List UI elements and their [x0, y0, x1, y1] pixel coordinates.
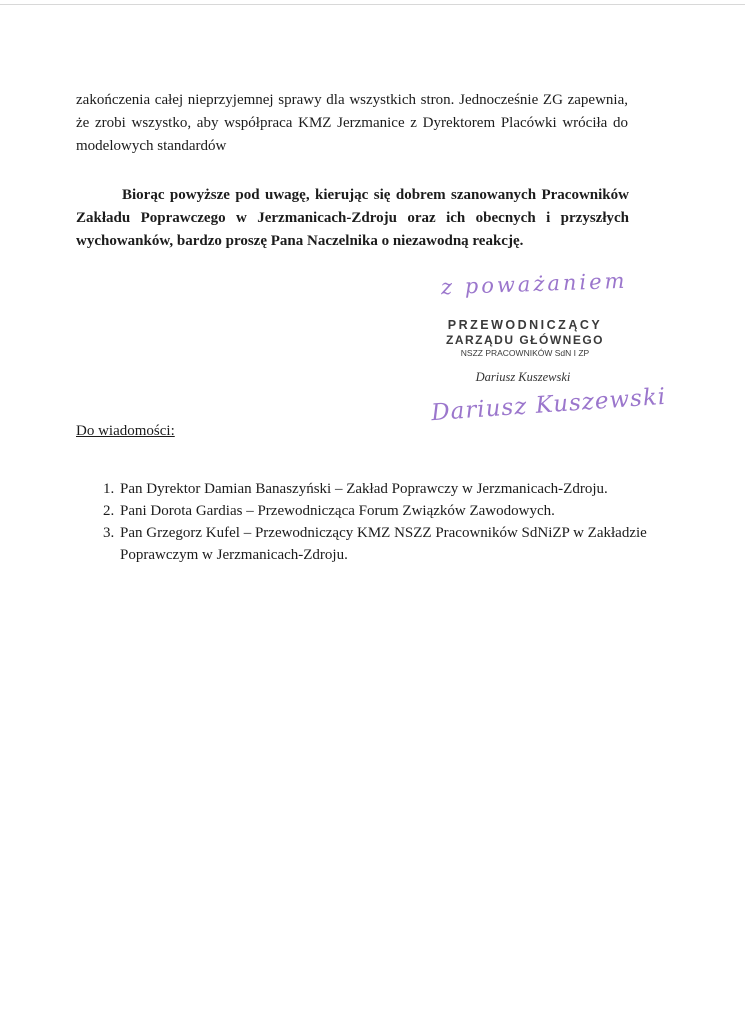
cc-recipient-item: 3. Pan Grzegorz Kufel – Przewodniczący KMZ NSZZ Pracowników SdNiZP w Zakładzie Poprawczym w Jerzmanicach-Zdroju. — [118, 522, 648, 566]
stamp-title: PRZEWODNICZĄCY — [447, 318, 603, 332]
cc-recipient-item: 2. Pani Dorota Gardias – Przewodnicząca Forum Związków Zawodowych. — [118, 500, 648, 522]
chairman-stamp — [430, 318, 620, 359]
handwritten-greeting: z poważaniem — [440, 268, 628, 300]
cc-heading: Do wiadomości: — [76, 423, 175, 439]
signer-name: Dariusz Kuszewski — [475, 370, 571, 384]
body-paragraph-1: zakończenia całej nieprzyjemnej sprawy dla wszystkich stron. Jednocześnie ZG zapewnia, że zrobi wszystko, aby współpraca KMZ Jerzmanice z Dyrektorem Placówki wróciła do modelowych standardów — [76, 92, 628, 154]
cc-recipient-item: 1. Pan Dyrektor Damian Banaszyński – Zakład Poprawczy w Jerzmanicach-Zdroju. — [118, 478, 648, 500]
stamp-board: ZARZĄDU GŁÓWNEGO — [446, 333, 604, 347]
stamp-union: NSZZ PRACOWNIKÓW SdN I ZP — [460, 348, 590, 358]
cc-recipient-list — [96, 478, 648, 566]
handwritten-signature: Dariusz Kuszewski — [430, 383, 667, 427]
body-paragraph-2-request: Biorąc powyższe pod uwagę, kierując się dobrem szanowanych Pracowników Zakładu Poprawczego w Jerzmanicach-Zdroju oraz ich obecnych i przyszłych wychowanków, bardzo proszę Pana Naczelnika o niezawodną reakcję. — [76, 187, 629, 249]
page-top-edge — [0, 4, 745, 5]
